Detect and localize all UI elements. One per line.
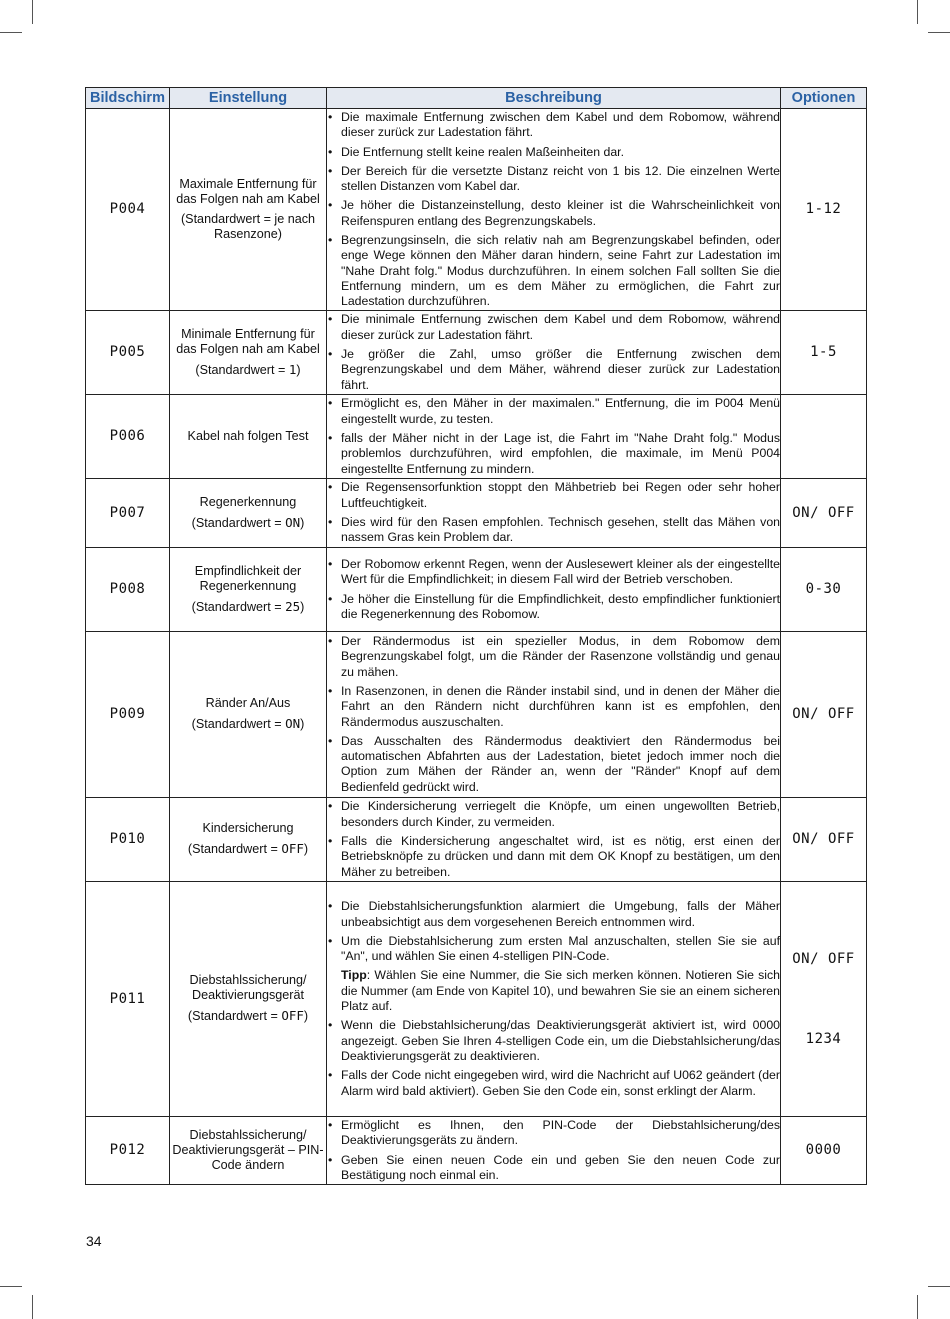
option-cell xyxy=(781,394,867,478)
tip-text: : Wählen Sie eine Nummer, die Sie sich merken können. Notieren Sie sich die Nummer (am Ende von Kapitel 10), und bewahren Sie sie an einem sicheren Platz auf. xyxy=(341,968,780,1014)
option-cell: 1-12 xyxy=(781,109,867,311)
screen-code: P004 xyxy=(86,109,170,311)
header-options: Optionen xyxy=(781,88,867,109)
list-item: • Die Diebstahlsicherungsfunktion alarmiert die Umgebung, falls der Mäher unbeabsichtigt aus dem vorgesehenen Bereich entnommen wird. xyxy=(327,899,780,930)
description-cell xyxy=(327,478,781,547)
list-item: • Die Kindersicherung verriegelt die Knöpfe, um einen ungewollten Betrieb, besonders durch Kinder, zu vermeiden. xyxy=(327,799,780,830)
setting-name: Minimale Entfernung für das Folgen nah am Kabel xyxy=(176,326,320,356)
description-cell xyxy=(327,547,781,631)
description-cell xyxy=(327,109,781,311)
default-suffix: ) xyxy=(296,362,301,377)
screen-code: P012 xyxy=(86,1116,170,1184)
setting-cell xyxy=(170,109,327,311)
default-suffix: ) xyxy=(303,1009,309,1024)
setting-default xyxy=(170,362,326,378)
list-item: • Ermöglicht es, den Mäher in der maximalen." Entfernung, die im P004 Menü eingestellt wurde, zu testen. xyxy=(327,396,780,427)
crop-mark xyxy=(917,0,918,24)
table-header-row xyxy=(86,88,867,109)
description-cell xyxy=(327,310,781,394)
setting-cell xyxy=(170,547,327,631)
description-cell xyxy=(327,394,781,478)
list-item: • Falls der Code nicht eingegeben wird, wird die Nachricht auf U062 geändert (der Alarm wird bald aktiviert). Geben Sie den Code ein, sonst erklingt der Alarm. xyxy=(327,1068,780,1099)
default-prefix: (Standardwert = xyxy=(191,717,286,732)
screen-code: P005 xyxy=(86,310,170,394)
setting-name: Regenerkennung xyxy=(199,494,297,509)
screen-code: P007 xyxy=(86,478,170,547)
table-row xyxy=(86,109,867,311)
option-cell: 0-30 xyxy=(781,547,867,631)
description-list xyxy=(327,480,780,545)
crop-mark xyxy=(0,1286,22,1287)
option-cell: ON/ OFF xyxy=(781,478,867,547)
default-suffix: ) xyxy=(300,515,305,530)
default-prefix: (Standardwert = xyxy=(187,1009,282,1024)
setting-name: Kindersicherung xyxy=(202,821,294,836)
list-item: • In Rasenzonen, in denen die Ränder instabil sind, und in denen der Mäher die Fahrt an den Rändern nicht durchführen kann ist es empfohlen, den Rändermodus auszuschalten. xyxy=(327,684,780,730)
default-value: 1 xyxy=(288,361,297,377)
default-suffix: ) xyxy=(300,717,305,732)
header-description: Beschreibung xyxy=(327,88,781,109)
setting-cell xyxy=(170,797,327,881)
crop-mark xyxy=(32,0,33,24)
crop-mark xyxy=(928,32,950,33)
description-list xyxy=(327,396,780,476)
setting-cell xyxy=(170,478,327,547)
setting-default xyxy=(170,1008,326,1024)
setting-default xyxy=(170,841,326,857)
setting-name: Empfindlichkeit der Regenerkennung xyxy=(194,563,302,593)
default-value: ON xyxy=(285,514,301,530)
table-row xyxy=(86,881,867,1116)
default-suffix: ) xyxy=(303,842,309,857)
table-row xyxy=(86,310,867,394)
table-row xyxy=(86,631,867,797)
list-item: • Dies wird für den Rasen empfohlen. Technisch gesehen, stellt das Mähen von nassem Gras kein Problem dar. xyxy=(327,515,780,546)
option-value: ON/ OFF xyxy=(792,950,855,967)
table-row xyxy=(86,1116,867,1184)
option-cell: 0000 xyxy=(781,1116,867,1184)
option-cell: ON/ OFF xyxy=(781,631,867,797)
description-list xyxy=(327,899,780,964)
list-item: • Der Robomow erkennt Regen, wenn der Auslesewert kleiner als der eingestellte Wert für die Empfindlichkeit; in diesem Fall wird der Betrieb verschoben. xyxy=(327,557,780,588)
table-row xyxy=(86,394,867,478)
setting-name: Diebstahlssicherung/ Deaktivierungsgerät xyxy=(189,973,307,1003)
option-cell: 1-5 xyxy=(781,310,867,394)
header-setting: Einstellung xyxy=(170,88,327,109)
setting-default xyxy=(170,599,326,615)
list-item: • Je höher die Distanzeinstellung, desto kleiner ist die Wahrscheinlichkeit von Reifenspuren entlang des Begrenzungskabels. xyxy=(327,198,780,229)
list-item: • Falls die Kindersicherung angeschaltet wird, ist es nötig, erst einen der Betriebsknöpfe zu drücken und dann mit dem OK Knopf zu bestätigen, um den Mäher zu betreiben. xyxy=(327,834,780,880)
description-list xyxy=(327,110,780,310)
setting-name: Maximale Entfernung für das Folgen nah am Kabel xyxy=(176,176,320,206)
list-item: • Begrenzungsinseln, die sich relativ nah am Begrenzungskabel befinden, oder enge Wege können den Mäher daran hindern, seine Fahrt zur Ladestation im "Nahe Draht folg." Modus durchzuführen. In einem solchen Fall sollten Sie die Entfernung mindern, um es dem Mäher zu ermöglichen, die Fahrt zur Ladestation durchzuführen. xyxy=(327,233,780,309)
settings-table xyxy=(85,87,867,1185)
list-item: • falls der Mäher nicht in der Lage ist, die Fahrt im "Nahe Draht folg." Modus problemlos durchzuführen, wird empfohlen, die maximale, im Menü P004 eingestellte Entfernung zu mindern. xyxy=(327,431,780,477)
setting-cell xyxy=(170,394,327,478)
setting-name: Ränder An/Aus xyxy=(205,696,291,711)
screen-code: P009 xyxy=(86,631,170,797)
list-item: • Die minimale Entfernung zwischen dem Kabel und dem Robomow, während dieser zurück zur Ladestation fährt. xyxy=(327,312,780,343)
setting-default: (Standardwert = je nach Rasenzone) xyxy=(180,211,316,241)
description-list xyxy=(327,1118,780,1183)
screen-code: P010 xyxy=(86,797,170,881)
setting-default xyxy=(170,515,326,531)
setting-cell xyxy=(170,1116,327,1184)
description-list xyxy=(327,634,780,795)
description-list xyxy=(327,557,780,622)
list-item: • Ermöglicht es Ihnen, den PIN-Code der Diebstahlsicherung/des Deaktivierungsgeräts zu ändern. xyxy=(327,1118,780,1149)
option-cell xyxy=(781,881,867,1116)
description-list xyxy=(327,799,780,879)
setting-cell xyxy=(170,631,327,797)
crop-mark xyxy=(32,1295,33,1319)
setting-name: Kabel nah folgen Test xyxy=(187,428,309,443)
list-item: • Je größer die Zahl, umso größer die Entfernung zwischen dem Begrenzungskabel und dem Mäher, während dieser zurück zur Ladestation fährt. xyxy=(327,347,780,393)
header-screen: Bildschirm xyxy=(86,88,170,109)
default-suffix: ) xyxy=(300,599,305,614)
description-cell xyxy=(327,797,781,881)
list-item: • Der Bereich für die versetzte Distanz reicht von 1 bis 12. Die einzelnen Werte stellen Distanzen vom Kabel dar. xyxy=(327,164,780,195)
setting-cell xyxy=(170,881,327,1116)
page-number: 34 xyxy=(86,1233,102,1249)
list-item: • Die Regensensorfunktion stoppt den Mähbetrieb bei Regen oder sehr hoher Luftfeuchtigkeit. xyxy=(327,480,780,511)
setting-name: Diebstahlssicherung/ Deaktivierungsgerät – PIN-Code ändern xyxy=(172,1127,324,1172)
crop-mark xyxy=(0,32,22,33)
setting-default xyxy=(170,716,326,732)
list-item: • Der Rändermodus ist ein spezieller Modus, in dem Robomow dem Begrenzungskabel folgt, um die Ränder der Rasenzone vollständig und genau zu mähen. xyxy=(327,634,780,680)
screen-code: P008 xyxy=(86,547,170,631)
table-row xyxy=(86,478,867,547)
list-item: • Je höher die Einstellung für die Empfindlichkeit, desto empfindlicher funktioniert die Regenerkennung des Robomow. xyxy=(327,592,780,623)
list-item: • Um die Diebstahlsicherung zum ersten Mal anzuschalten, stellen Sie sie auf "An", und wählen Sie einen 4-stelligen PIN-Code. xyxy=(327,934,780,965)
table-row xyxy=(86,797,867,881)
list-item: • Das Ausschalten des Rändermodus deaktiviert den Rändermodus bei automatischen Abfahrten aus der Ladestation, bietet jedoch immer noch die Option zum Mähen der Ränder an, wenn der "Ränder" Knopf auf dem Bedienfeld gedrückt wird. xyxy=(327,734,780,795)
description-list xyxy=(327,1018,780,1098)
table-row xyxy=(86,547,867,631)
description-cell xyxy=(327,881,781,1116)
crop-mark xyxy=(928,1286,950,1287)
default-value: OFF xyxy=(281,841,304,857)
list-item: • Geben Sie einen neuen Code ein und geben Sie den neuen Code zur Bestätigung noch einmal ein. xyxy=(327,1153,780,1184)
default-prefix: (Standardwert = xyxy=(191,515,286,530)
description-cell xyxy=(327,631,781,797)
tip-note xyxy=(327,968,780,1014)
tip-label: Tipp xyxy=(341,968,367,983)
list-item: • Die Entfernung stellt keine realen Maßeinheiten dar. xyxy=(327,145,780,160)
option-value-pin: 1234 xyxy=(805,1030,842,1047)
list-item: • Wenn die Diebstahlsicherung/das Deaktivierungsgerät aktiviert ist, wird 0000 angezeigt. Geben Sie Ihren 4-stelligen Code ein, um die Diebstahlsicherung/das Deaktivierungsgerät zu deaktivieren. xyxy=(327,1018,780,1064)
default-prefix: (Standardwert = xyxy=(187,842,282,857)
crop-mark xyxy=(917,1295,918,1319)
option-cell: ON/ OFF xyxy=(781,797,867,881)
description-list xyxy=(327,312,780,392)
description-cell xyxy=(327,1116,781,1184)
screen-code: P011 xyxy=(86,881,170,1116)
default-value: ON xyxy=(285,716,301,732)
default-prefix: (Standardwert = xyxy=(195,362,289,377)
setting-cell xyxy=(170,310,327,394)
screen-code: P006 xyxy=(86,394,170,478)
default-prefix: (Standardwert = xyxy=(191,599,286,614)
default-value: 25 xyxy=(285,598,301,614)
list-item: • Die maximale Entfernung zwischen dem Kabel und dem Robomow, während dieser zurück zur Ladestation fährt. xyxy=(327,110,780,141)
default-value: OFF xyxy=(281,1008,304,1024)
